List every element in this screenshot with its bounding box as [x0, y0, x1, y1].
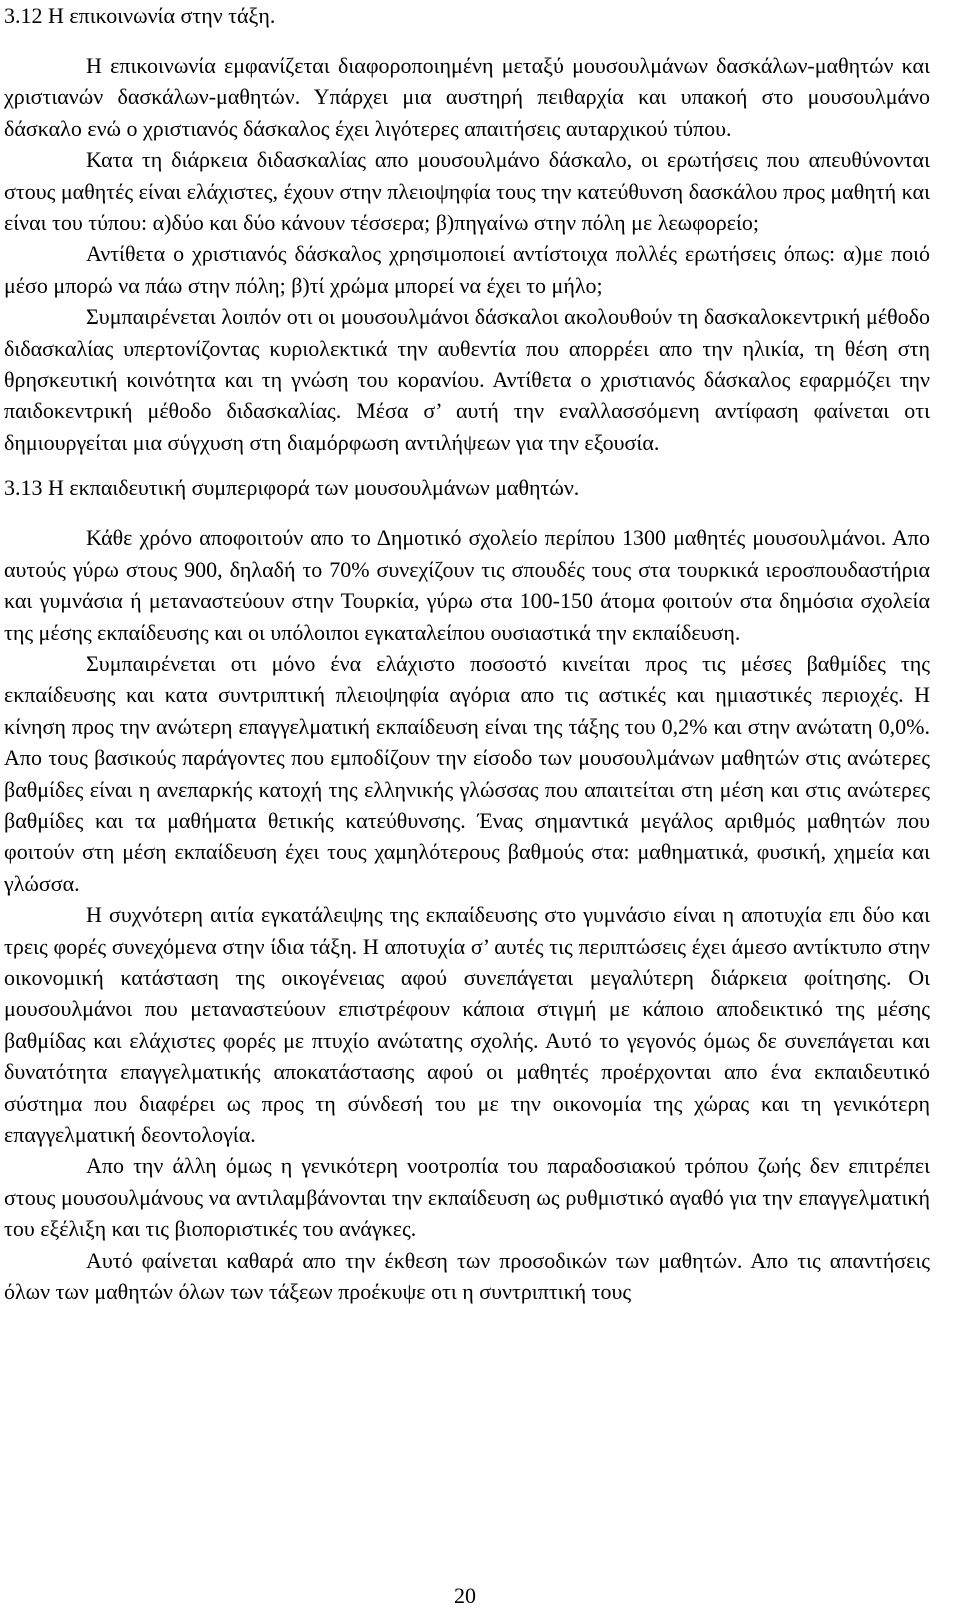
paragraph-muslim-teacher-questions: Κατα τη διάρκεια διδασκαλίας απο μουσουλμάνο δάσκαλο, οι ερωτήσεις που απευθύνονται στους μαθητές είναι ελάχιστες, έχουν στην πλειοψηφία τους την κατεύθυνση δασκάλου προς μαθητή και είναι του τύπου: α)δύο και δύο κάνουν τέσσερα; β)πηγαίνω στην πόλη με λεωφορείο; — [4, 147, 930, 236]
paragraph-graduation-statistics: Κάθε χρόνο αποφοιτούν απο το Δημοτικό σχολείο περίπου 1300 μαθητές μουσουλμάνοι. Απο αυτούς γύρω στους 900, δηλαδή το 70% συνεχίζουν τις σπουδές τους στα τουρκικά ιεροσπουδαστήρια και γυμνάσια ή μεταναστεύουν στην Τουρκία, γύρω στα 100-150 άτομα φοιτούν στα δημόσια σχολεία της μέσης εκπαίδευσης και οι υπόλοιποι εγκαταλείπου ουσιαστικά την εκπαίδευση. — [4, 525, 930, 645]
page-number: 20 — [454, 1583, 476, 1608]
page-content — [4, 0, 930, 1307]
paragraph-christian-teacher-questions: Αντίθετα ο χριστιανός δάσκαλος χρησιμοποιεί αντίστοιχα πολλές ερωτήσεις όπως: α)με ποιό μέσο μπορώ να πάω στην πόλη; β)τί χρώμα μπορεί να έχει το μήλο; — [4, 241, 930, 298]
section-heading-3-12: 3.12 Η επικοινωνία στην τάξη. — [4, 3, 276, 28]
paragraph-secondary-education-progress: Συμπαιρένεται οτι μόνο ένα ελάχιστο ποσοστό κινείται προς τις μέσες βαθμίδες της εκπαίδευσης και κατα συντριπτική πλειοψηφία αγόρια απο τις αστικές και ημιαστικές περιοχές. Η κίνηση προς την ανώτερη επαγγελματική εκπαίδευση είναι της τάξης του 0,2% και στην ανώτατη 0,0%. Απο τους βασικούς παράγοντες που εμποδίζουν την είσοδο των μουσουλμάνων μαθητών στις ανώτερες βαθμίδες είναι η ανεπαρκής κατοχή της ελληνικής γλώσσας που απαιτείται στη μέση και στις ανώτερες βαθμίδες και τα μαθήματα θετικής κατεύθυνσης. Ένας σημαντικά μεγάλος αριθμός μαθητών που φοιτούν στη μέση εκπαίδευση έχει τους χαμηλότερους βαθμούς στα: μαθηματικά, φυσική, χημεία και γλώσσα. — [4, 650, 930, 896]
paragraph-traditional-mindset: Απο την άλλη όμως η γενικότερη νοοτροπία του παραδοσιακού τρόπου ζωής δεν επιτρέπει στους μουσουλμάνους να αντιλαμβάνονται την εκπαίδευση ως ρυθμιστικό αγαθό για την επαγγελματική του εξέλιξη και τις βιοποριστικές του ανάγκες. — [4, 1153, 930, 1242]
section-heading-3-13: 3.13 Η εκπαιδευτική συμπεριφορά των μουσουλμάνων μαθητών. — [4, 475, 580, 501]
paragraph-teaching-method-conclusion: Συμπαιρένεται λοιπόν οτι οι μουσουλμάνοι δάσκαλοι ακολουθούν τη δασκαλοκεντρική μέθοδο διδασκαλίας υπερτονίζοντας κυριολεκτικά την αυθεντία που απορρέει απο την ηλικία, τη θέση στη θρησκευτική κοινότητα και τη γνώση του κορανίου. Αντίθετα ο χριστιανός δάσκαλος εφαρμόζει την παιδοκεντρική μέθοδο διδασκαλίας. Μέσα σ’ αυτή την εναλλασσόμενη αντίφαση φαίνεται οτι δημιουργείται μια σύγχυση στη διαμόρφωση αντιλήψεων για την εξουσία. — [4, 304, 930, 455]
paragraph-dropout-causes: Η συχνότερη αιτία εγκατάλειψης της εκπαίδευσης στο γυμνάσιο είναι η αποτυχία επι δύο και τρεις φορές συνεχόμενα στην ίδια τάξη. Η αποτυχία σ’ αυτές τις περιπτώσεις έχει άμεσο αντίκτυπο στην οικονομική κατάσταση της οικογένειας αφού συνεπάγεται μεγαλύτερη διάρκεια φοίτησης. Οι μουσουλμάνοι που μεταναστεύουν επιστρέφουν κάποια στιγμή με κάποιο αποδεικτικό της μέσης βαθμίδας και ελάχιστες φορές με πτυχίο ανώτατης σχολής. Αυτό το γεγονός όμως δε συνεπάγεται και δυνατότητα επαγγελματικής αποκατάστασης αφού οι μαθητές προέρχονται απο ένα εκπαιδευτικό σύστημα που διαφέρει ως προς τη σύνδεσή του με την οικονομία της χώρας και τη γενικότερη επαγγελματική δεοντολογία. — [4, 902, 930, 1147]
paragraph-communication-intro: Η επικοινωνία εμφανίζεται διαφοροποιημένη μεταξύ μουσουλμάνων δασκάλων-μαθητών και χριστιανών δασκάλων-μαθητών. Υπάρχει μια αυστηρή πειθαρχία και υπακοή στο μουσουλμάνο δάσκαλο ενώ ο χριστιανός δάσκαλος έχει λιγότερες απαιτήσεις αυταρχικού τύπου. — [4, 53, 930, 141]
paragraph-student-expectations: Αυτό φαίνεται καθαρά απο την έκθεση των προσοδικών των μαθητών. Απο τις απαντήσεις όλων των μαθητών όλων των τάξεων προέκυψε οτι η συντριπτική τους — [4, 1247, 930, 1305]
